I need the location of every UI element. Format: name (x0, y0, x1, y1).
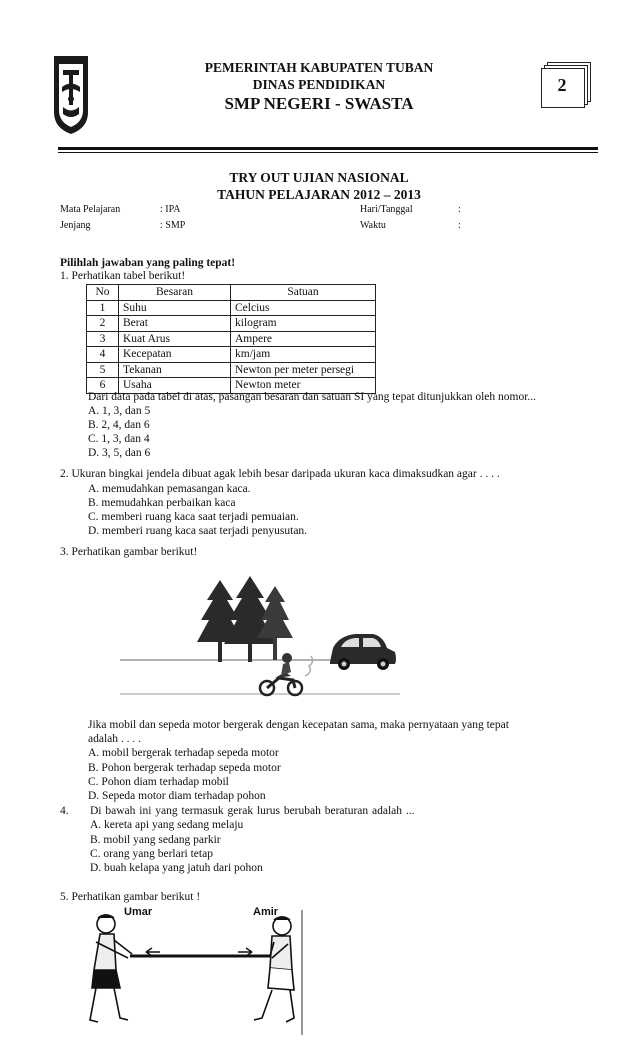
table-row (87, 347, 376, 363)
q1-stem: 1. Perhatikan tabel berikut! (60, 270, 186, 282)
header-line-3: SMP NEGERI - SWASTA (224, 94, 414, 113)
q4-stem: Di bawah ini yang termasuk gerak lurus berubah beraturan adalah ... (90, 805, 415, 817)
table-cell: Newton per meter persegi (231, 362, 376, 378)
exam-title-2: TAHUN PELAJARAN 2012 – 2013 (217, 187, 421, 202)
exam-title-1: TRY OUT UJIAN NASIONAL (229, 170, 409, 185)
instruction: Pilihlah jawaban yang paling tepat! (60, 257, 236, 269)
table-cell: Celcius (231, 300, 376, 316)
table-header: Besaran (119, 285, 231, 301)
waktu-label: Waktu (360, 220, 386, 231)
car-icon (330, 634, 396, 670)
q3-question-1: Jika mobil dan sepeda motor bergerak dengan kecepatan sama, maka pernyataan yang tepat (88, 719, 509, 731)
q2-option-c: C. memberi ruang kaca saat terjadi pemuaian. (88, 511, 299, 523)
q2-option-b: B. memudahkan perbaikan kaca (88, 497, 236, 509)
table-cell: 1 (87, 300, 119, 316)
table-header-row (87, 285, 376, 301)
waktu-value: : (458, 220, 461, 231)
q4-option-a: A. kereta api yang sedang melaju (90, 819, 244, 831)
q2-option-a: A. memudahkan pemasangan kaca. (88, 483, 251, 495)
table-row (87, 300, 376, 316)
q1-option-a: A. 1, 3, dan 5 (88, 405, 151, 417)
table-cell: 3 (87, 331, 119, 347)
q3-stem: 3. Perhatikan gambar berikut! (60, 546, 198, 558)
header-line-2: DINAS PENDIDIKAN (252, 77, 386, 92)
q1-option-c: C. 1, 3, dan 4 (88, 433, 150, 445)
regency-logo (50, 52, 92, 136)
jenjang-label: Jenjang (60, 220, 91, 231)
q3-option-b: B. Pohon bergerak terhadap sepeda motor (88, 762, 281, 774)
table-cell: Usaha (119, 378, 231, 394)
q3-question-2: adalah . . . . (88, 733, 142, 745)
boy-amir-icon (254, 917, 294, 1022)
q1-option-b: B. 2, 4, dan 6 (88, 419, 150, 431)
table-row (87, 362, 376, 378)
q4-option-d: D. buah kelapa yang jatuh dari pohon (90, 862, 263, 874)
hari-value: : (458, 204, 461, 215)
table-cell: 5 (87, 362, 119, 378)
header-line-1: PEMERINTAH KABUPATEN TUBAN (204, 60, 434, 75)
q1-option-d: D. 3, 5, dan 6 (88, 447, 151, 459)
q5-stem: 5. Perhatikan gambar berikut ! (60, 891, 201, 903)
table-cell: km/jam (231, 347, 376, 363)
q4-option-b: B. mobil yang sedang parkir (90, 834, 221, 846)
table-cell: Suhu (119, 300, 231, 316)
table-cell: Ampere (231, 331, 376, 347)
q4-option-c: C. orang yang berlari tetap (90, 848, 213, 860)
q5-illustration (84, 910, 304, 1035)
q2-option-d: D. memberi ruang kaca saat terjadi penyusutan. (88, 525, 308, 537)
q3-illustration (115, 572, 405, 700)
q3-option-a: A. mobil bergerak terhadap sepeda motor (88, 747, 279, 759)
table-header: No (87, 285, 119, 301)
header-rule-thin (58, 152, 598, 153)
mapel-label: Mata Pelajaran (60, 204, 121, 215)
table-cell: Kuat Arus (119, 331, 231, 347)
table-row (87, 331, 376, 347)
page-badge (541, 62, 591, 110)
q5-label-left: Umar (124, 906, 153, 918)
table-cell: 4 (87, 347, 119, 363)
table-cell: 6 (87, 378, 119, 394)
table-cell: kilogram (231, 316, 376, 332)
table-header: Satuan (231, 285, 376, 301)
table-cell: 2 (87, 316, 119, 332)
table-cell: Newton meter (231, 378, 376, 394)
boy-umar-icon (90, 915, 132, 1022)
motorcycle-icon (260, 653, 313, 695)
hari-label: Hari/Tanggal (360, 204, 413, 215)
q3-option-d: D. Sepeda motor diam terhadap pohon (88, 790, 266, 802)
mapel-value: : IPA (160, 204, 181, 215)
q1-table (86, 284, 376, 394)
table-cell: Berat (119, 316, 231, 332)
table-cell: Tekanan (119, 362, 231, 378)
q3-option-c: C. Pohon diam terhadap mobil (88, 776, 229, 788)
tree-icon (197, 580, 243, 662)
q2-stem: 2. Ukuran bingkai jendela dibuat agak lebih besar daripada ukuran kaca dimaksudkan agar . . . . (60, 468, 500, 480)
jenjang-value: : SMP (160, 220, 186, 231)
q4-number: 4. (60, 805, 69, 817)
header-rule (58, 147, 598, 150)
table-cell: Kecepatan (119, 347, 231, 363)
q1-question: Dari data pada tabel di atas, pasangan besaran dan satuan SI yang tepat ditunjukkan oleh nomor... (88, 391, 537, 403)
q5-label-right: Amir (253, 906, 279, 918)
page-number: 2 (557, 75, 567, 95)
table-row (87, 316, 376, 332)
